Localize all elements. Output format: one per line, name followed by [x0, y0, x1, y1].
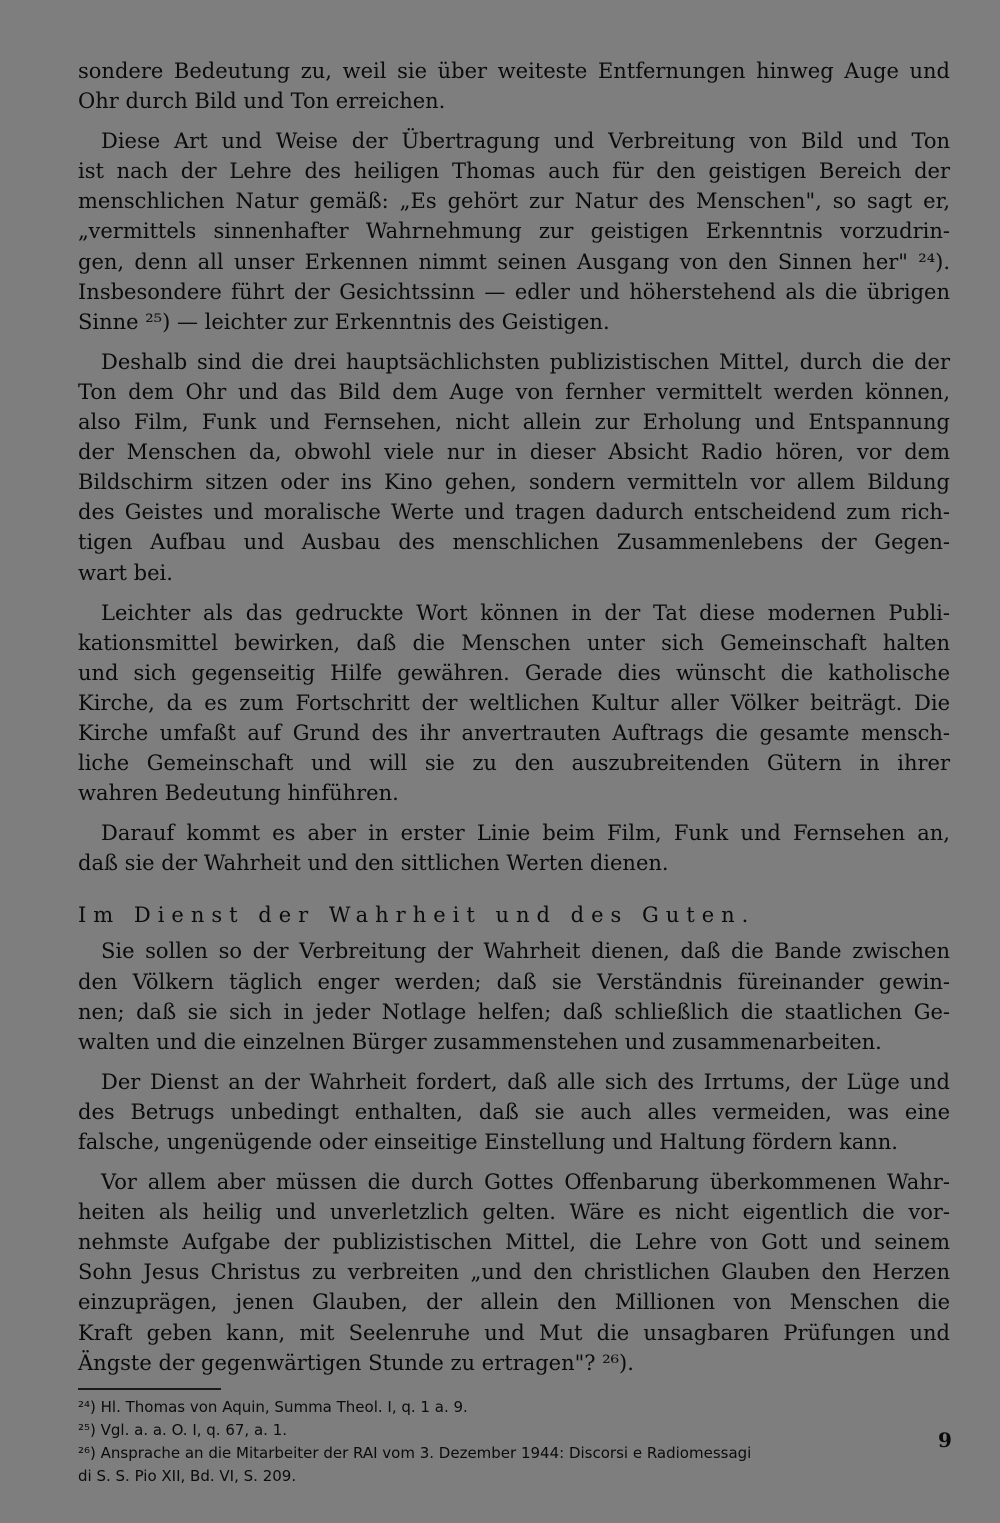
text-line: Bildschirm sitzen oder ins Kino gehen, sondern vermitteln vor allem Bildung: [78, 470, 950, 495]
text-line: nen; daß sie sich in jeder Notlage helfen; daß schließlich die staatlichen Ge-: [78, 999, 950, 1024]
page-body: [78, 56, 950, 1488]
footnotes: [78, 1396, 950, 1488]
paragraph: [78, 1167, 950, 1378]
text-line: Der Dienst an der Wahrheit fordert, daß alle sich des Irrtums, der Lüge und: [101, 1069, 950, 1094]
footnote: ²⁵) Vgl. a. a. O. I, q. 67, a. 1.: [78, 1420, 288, 1439]
text-line: tigen Aufbau und Ausbau des menschlichen Zusammenlebens der Gegen-: [78, 530, 950, 555]
text-line: also Film, Funk und Fernsehen, nicht allein zur Erholung und Entspannung: [78, 410, 950, 435]
text-line: der Menschen da, obwohl viele nur in dieser Absicht Radio hören, vor dem: [78, 440, 950, 465]
text-line: Ängste der gegenwärtigen Stunde zu ertragen"? ²⁶).: [78, 1350, 634, 1375]
text-line: den Völkern täglich enger werden; daß sie Verständnis füreinander gewin-: [78, 969, 950, 994]
text-line: falsche, ungenügende oder einseitige Einstellung und Haltung fördern kann.: [78, 1130, 898, 1154]
paragraph: [78, 56, 950, 116]
text-line: Ton dem Ohr und das Bild dem Auge von fernher vermittelt werden können,: [78, 379, 950, 404]
text-line: wart bei.: [78, 560, 173, 585]
text-line: gen, denn all unser Erkennen nimmt seinen Ausgang von den Sinnen her" ²⁴).: [78, 249, 950, 274]
text-line: Ohr durch Bild und Ton erreichen.: [78, 89, 446, 114]
text-line: des Geistes und moralische Werte und tragen dadurch entscheidend zum rich-: [78, 500, 950, 525]
footnote: ²⁴) Hl. Thomas von Aquin, Summa Theol. I, q. 1 a. 9.: [78, 1397, 468, 1416]
text-line: daß sie der Wahrheit und den sittlichen Werten dienen.: [78, 851, 669, 876]
text-line: wahren Bedeutung hinführen.: [78, 781, 399, 806]
text-line: Kirche, da es zum Fortschritt der weltlichen Kultur aller Völker beiträgt. Die: [78, 690, 950, 715]
text-line: heiten als heilig und unverletzlich gelten. Wäre es nicht eigentlich die vor-: [78, 1200, 950, 1225]
text-line: Deshalb sind die drei hauptsächlichsten publizistischen Mittel, durch die der: [101, 349, 950, 374]
text-line: ist nach der Lehre des heiligen Thomas auch für den geistigen Bereich der: [78, 159, 950, 184]
text-line: Insbesondere führt der Gesichtssinn — edler und höherstehend als die übrigen: [78, 279, 950, 304]
text-line: Diese Art und Weise der Übertragung und Verbreitung von Bild und Ton: [101, 129, 950, 154]
text-line: Leichter als das gedruckte Wort können in der Tat diese modernen Publi-: [101, 600, 950, 625]
text-line: des Betrugs unbedingt enthalten, daß sie auch alles vermeiden, was eine: [78, 1099, 950, 1124]
paragraph: [78, 818, 950, 878]
paragraph: [78, 936, 950, 1056]
text-line: Vor allem aber müssen die durch Gottes Offenbarung überkommenen Wahr-: [101, 1170, 950, 1195]
text-line: „vermittels sinnenhafter Wahrnehmung zur geistigen Erkenntnis vorzudrin-: [78, 219, 950, 244]
text-line: Kraft geben kann, mit Seelenruhe und Mut die unsagbaren Prüfungen und: [78, 1320, 950, 1345]
text-line: Darauf kommt es aber in erster Linie beim Film, Funk und Fernsehen an,: [101, 821, 950, 846]
paragraph: [78, 126, 950, 337]
section-heading: Im Dienst der Wahrheit und des Guten.: [78, 903, 756, 928]
text-line: Kirche umfaßt auf Grund des ihr anvertrauten Auftrags die gesamte mensch-: [78, 720, 950, 745]
text-line: sondere Bedeutung zu, weil sie über weiteste Entfernungen hinweg Auge und: [78, 59, 950, 83]
text-line: Sie sollen so der Verbreitung der Wahrheit dienen, daß die Bande zwischen: [101, 939, 950, 964]
footnote-divider: [78, 1388, 221, 1390]
paragraph: [78, 347, 950, 588]
footnote: di S. S. Pio XII, Bd. VI, S. 209.: [78, 1466, 297, 1485]
page-number: 9: [938, 1428, 952, 1452]
paragraph: [78, 1067, 950, 1157]
text-line: und sich gegenseitig Hilfe gewähren. Gerade dies wünscht die katholische: [78, 660, 950, 685]
text-line: walten und die einzelnen Bürger zusammenstehen und zusammenarbeiten.: [78, 1029, 882, 1054]
text-line: nehmste Aufgabe der publizistischen Mittel, die Lehre von Gott und seinem: [78, 1230, 950, 1255]
body-text-before-heading: [78, 56, 950, 878]
footnote: ²⁶) Ansprache an die Mitarbeiter der RAI vom 3. Dezember 1944: Discorsi e Radiomessagi: [78, 1443, 752, 1462]
text-line: einzuprägen, jenen Glauben, der allein den Millionen von Menschen die: [78, 1290, 950, 1315]
text-line: menschlichen Natur gemäß: „Es gehört zur Natur des Menschen", so sagt er,: [78, 189, 950, 214]
text-line: liche Gemeinschaft und will sie zu den auszubreitenden Gütern in ihrer: [78, 751, 950, 776]
body-text-after-heading: [78, 936, 950, 1377]
paragraph: [78, 598, 950, 809]
text-line: Sohn Jesus Christus zu verbreiten „und den christlichen Glauben den Herzen: [78, 1260, 950, 1285]
text-line: kationsmittel bewirken, daß die Menschen unter sich Gemeinschaft halten: [78, 630, 950, 655]
text-line: Sinne ²⁵) — leichter zur Erkenntnis des Geistigen.: [78, 309, 610, 334]
